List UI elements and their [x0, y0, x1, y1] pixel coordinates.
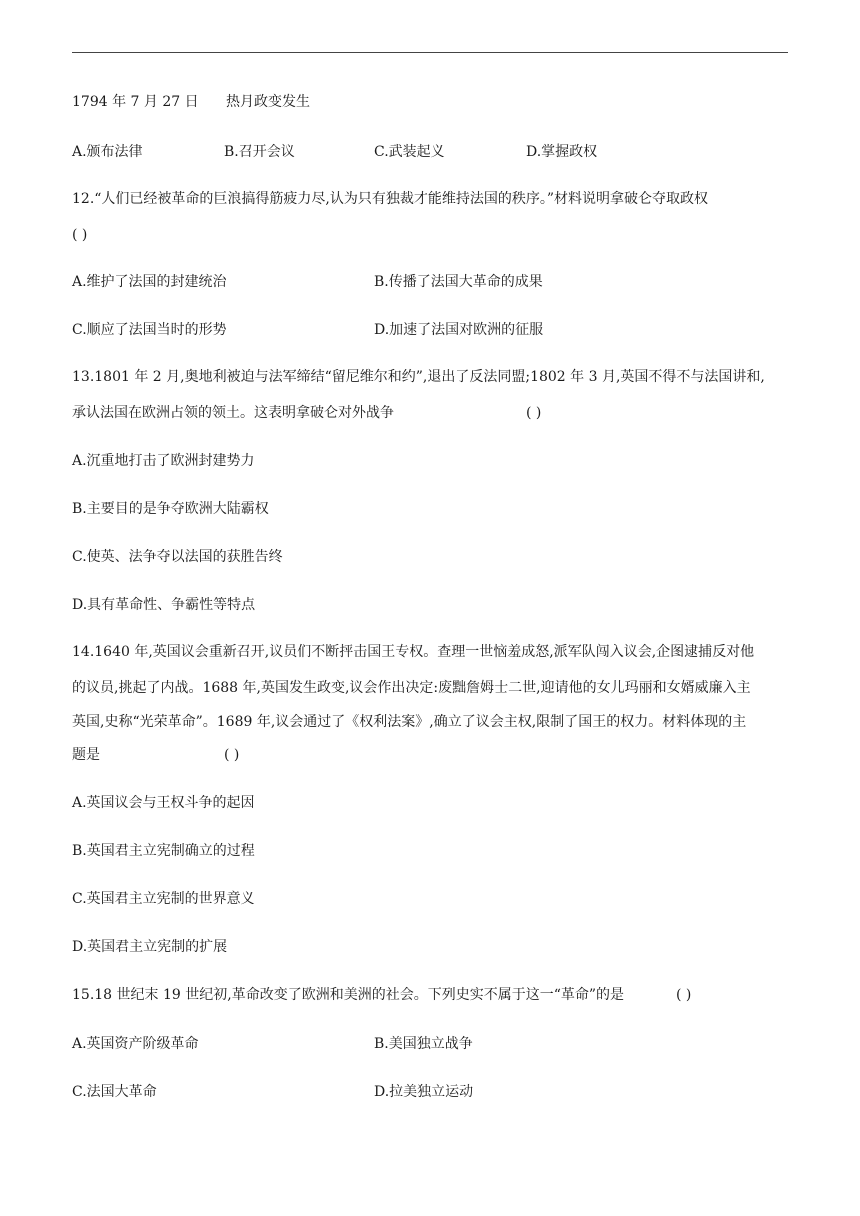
q13-stem-line2 [72, 403, 542, 423]
q13-answer-paren[interactable]: ( ) [526, 405, 542, 421]
q14-option-c[interactable]: C.英国君主立宪制的世界意义 [72, 891, 255, 907]
q14-option-b[interactable]: B.英国君主立宪制确立的过程 [72, 843, 255, 859]
q14-stem-text: 题是 [72, 747, 100, 763]
q14-stem-line1: 14.1640 年,英国议会重新召开,议员们不断抨击国王专权。查理一世恼羞成怒,派军队闯入议会,企图逮捕反对他 [72, 644, 755, 660]
q15-option-a[interactable]: A.英国资产阶级革命 [72, 1036, 199, 1052]
q13-stem-line1: 13.1801 年 2 月,奥地利被迫与法军缔结“留尼维尔和约”,退出了反法同盟;1802 年 3 月,英国不得不与法国讲和, [72, 369, 765, 385]
q13-option-a[interactable]: A.沉重地打击了欧洲封建势力 [72, 453, 255, 469]
timeline-date: 1794 年 7 月 27 日 [72, 94, 199, 110]
q15-options-row2 [72, 1082, 474, 1102]
q15-stem [72, 985, 692, 1005]
q11-option-c[interactable]: C.武装起义 [374, 144, 445, 160]
q12-answer-paren[interactable]: ( ) [72, 227, 88, 243]
q12-options-row1 [72, 272, 543, 292]
q14-stem-line2: 的议员,挑起了内战。1688 年,英国发生政变,议会作出决定:废黜詹姆士二世,迎请他的女儿玛丽和女婿威廉入主 [72, 680, 751, 696]
q15-option-c[interactable]: C.法国大革命 [72, 1084, 157, 1100]
q15-options-row1 [72, 1034, 473, 1054]
q12-option-b[interactable]: B.传播了法国大革命的成果 [374, 274, 543, 290]
timeline-event: 热月政变发生 [226, 94, 310, 110]
q14-option-d[interactable]: D.英国君主立宪制的扩展 [72, 939, 228, 955]
q15-option-b[interactable]: B.美国独立战争 [374, 1036, 473, 1052]
q13-option-d[interactable]: D.具有革命性、争霸性等特点 [72, 597, 256, 613]
header-rule [72, 52, 788, 53]
q12-option-d[interactable]: D.加速了法国对欧洲的征服 [374, 322, 544, 338]
q11-options [72, 142, 598, 162]
q15-stem-text: 15.18 世纪末 19 世纪初,革命改变了欧洲和美洲的社会。下列史实不属于这一“革命”的是 [72, 987, 625, 1003]
q14-answer-paren[interactable]: ( ) [224, 747, 240, 763]
q13-option-c[interactable]: C.使英、法争夺以法国的获胜告终 [72, 549, 283, 565]
q14-stem-line4 [72, 745, 240, 765]
timeline-row [72, 92, 310, 112]
q13-option-b[interactable]: B.主要目的是争夺欧洲大陆霸权 [72, 501, 269, 517]
q12-option-c[interactable]: C.顺应了法国当时的形势 [72, 322, 227, 338]
q14-option-a[interactable]: A.英国议会与王权斗争的起因 [72, 795, 255, 811]
q15-answer-paren[interactable]: ( ) [676, 987, 692, 1003]
q14-stem-line3: 英国,史称“光荣革命”。1689 年,议会通过了《权利法案》,确立了议会主权,限制了国王的权力。材料体现的主 [72, 714, 747, 730]
q11-option-d[interactable]: D.掌握政权 [526, 144, 598, 160]
q13-stem-text: 承认法国在欧洲占领的领土。这表明拿破仑对外战争 [72, 405, 394, 421]
q12-option-a[interactable]: A.维护了法国的封建统治 [72, 274, 227, 290]
q12-options-row2 [72, 320, 544, 340]
q15-option-d[interactable]: D.拉美独立运动 [374, 1084, 474, 1100]
q11-option-b[interactable]: B.召开会议 [224, 144, 295, 160]
q12-stem: 12.“人们已经被革命的巨浪搞得筋疲力尽,认为只有独裁才能维持法国的秩序。”材料说明拿破仑夺取政权 [72, 191, 709, 207]
q11-option-a[interactable]: A.颁布法律 [72, 144, 143, 160]
